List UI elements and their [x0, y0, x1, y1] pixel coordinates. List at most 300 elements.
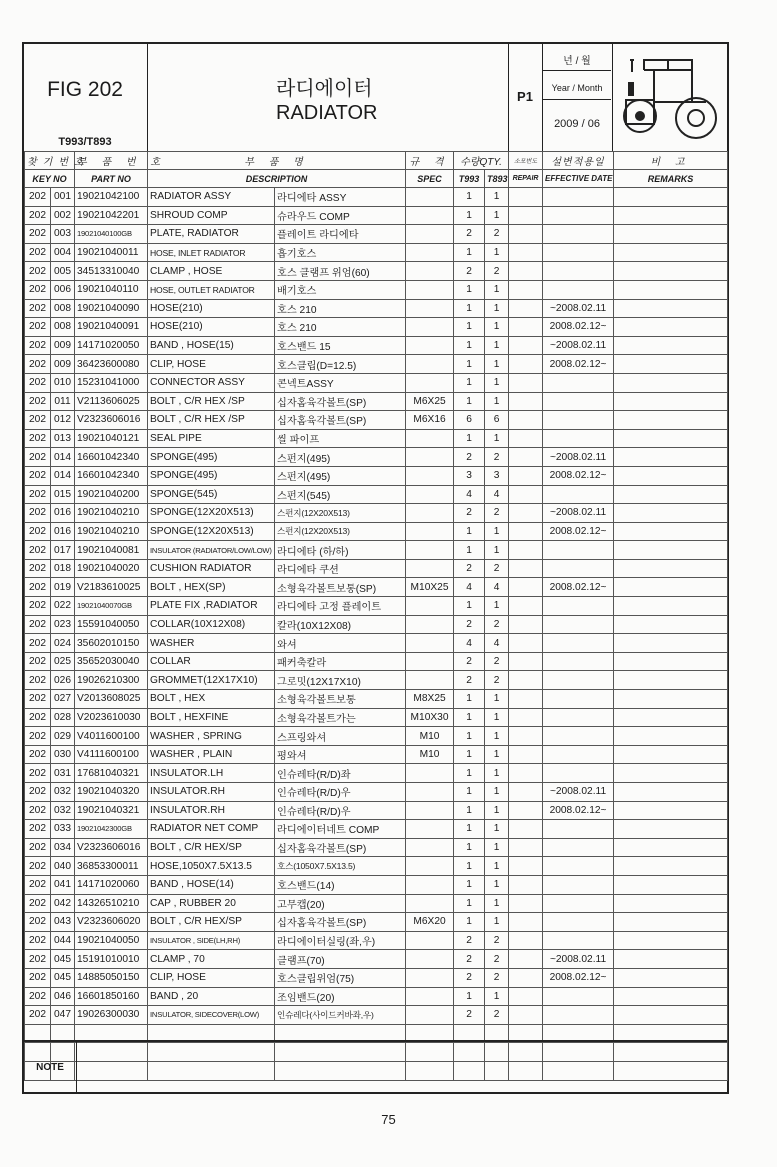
description-ko-cell: 와셔 [275, 634, 406, 653]
qty-t893-cell: 2 [485, 225, 509, 244]
effective-date-cell [543, 262, 614, 281]
key-no-cell: 045 [51, 968, 75, 987]
spec-cell [406, 206, 454, 225]
part-no-cell: 19021042201 [75, 206, 148, 225]
repair-cell [509, 801, 543, 820]
table-row [25, 838, 728, 857]
col-spec: SPEC [406, 170, 454, 188]
parts-table [24, 151, 728, 1081]
note-label: NOTE [24, 1042, 77, 1094]
repair-cell [509, 727, 543, 746]
table-row [25, 448, 728, 467]
effective-date-cell [543, 1006, 614, 1025]
qty-t993-cell: 1 [454, 299, 485, 318]
part-no-cell: 19021040210 [75, 504, 148, 523]
effective-date-cell: 2008.02.12~ [543, 968, 614, 987]
repair-cell [509, 355, 543, 374]
qty-t893-cell: 1 [485, 820, 509, 839]
key-no-cell: 032 [51, 783, 75, 802]
table-row [25, 411, 728, 430]
part-no-cell: 16601042340 [75, 448, 148, 467]
description-ko-cell: 호스 클램프 위엄(60) [275, 262, 406, 281]
part-no-cell: V2323606020 [75, 913, 148, 932]
remarks-cell [614, 243, 728, 262]
part-no-cell: V2183610025 [75, 578, 148, 597]
table-row [25, 690, 728, 709]
col-keyno-ko: 찾기번호 [25, 152, 75, 170]
qty-t893-cell: 2 [485, 950, 509, 969]
table-row [25, 894, 728, 913]
description-en-cell: SEAL PIPE [148, 429, 275, 448]
description-ko-cell: 라디에이터실링(좌,우) [275, 931, 406, 950]
table-row [25, 913, 728, 932]
key-no-cell: 034 [51, 838, 75, 857]
repair-cell [509, 987, 543, 1006]
remarks-cell [614, 987, 728, 1006]
qty-t993-cell: 1 [454, 801, 485, 820]
key-no-cell: 031 [51, 764, 75, 783]
qty-t993-cell: 2 [454, 559, 485, 578]
qty-t893-cell: 1 [485, 783, 509, 802]
description-en-cell: CAP , RUBBER 20 [148, 894, 275, 913]
fig-no-cell: 202 [25, 206, 51, 225]
qty-t993-cell: 1 [454, 745, 485, 764]
key-no-cell: 013 [51, 429, 75, 448]
page-code: P1 [517, 89, 533, 104]
repair-cell [509, 448, 543, 467]
part-no-cell: 19021040210 [75, 522, 148, 541]
effective-date-cell [543, 690, 614, 709]
table-row [25, 764, 728, 783]
qty-t993-cell: 1 [454, 783, 485, 802]
description-ko-cell: 고무캡(20) [275, 894, 406, 913]
fig-no-cell: 202 [25, 764, 51, 783]
part-no-cell: 35602010150 [75, 634, 148, 653]
repair-cell [509, 373, 543, 392]
part-no-cell: 14326510210 [75, 894, 148, 913]
repair-cell [509, 615, 543, 634]
part-no-cell: 19026210300 [75, 671, 148, 690]
part-no-cell: 36853300011 [75, 857, 148, 876]
description-ko-cell: 호스클립(D=12.5) [275, 355, 406, 374]
key-no-cell: 016 [51, 504, 75, 523]
header-row-korean [25, 152, 728, 170]
key-no-cell: 041 [51, 875, 75, 894]
effective-date-cell [543, 411, 614, 430]
repair-cell [509, 838, 543, 857]
description-ko-cell: 스펀지(495) [275, 466, 406, 485]
spec-cell: M6X20 [406, 913, 454, 932]
effective-date-cell [543, 727, 614, 746]
qty-t893-cell: 1 [485, 243, 509, 262]
fig-no-cell: 202 [25, 968, 51, 987]
part-no-cell: 19021040110 [75, 280, 148, 299]
part-no-cell: 19026300030 [75, 1006, 148, 1025]
qty-t993-cell: 1 [454, 373, 485, 392]
effective-date-cell: 2008.02.12~ [543, 801, 614, 820]
spec-cell [406, 243, 454, 262]
key-no-cell: 012 [51, 411, 75, 430]
table-row [25, 559, 728, 578]
part-no-cell: 19021040100GB [75, 225, 148, 244]
description-ko-cell: 인슈레다(사이드커바좌,우) [275, 1006, 406, 1025]
remarks-cell [614, 429, 728, 448]
table-row [25, 225, 728, 244]
table-row [25, 820, 728, 839]
repair-cell [509, 708, 543, 727]
description-ko-cell: 조임밴드(20) [275, 987, 406, 1006]
effective-date-cell [543, 243, 614, 262]
qty-t893-cell: 1 [485, 727, 509, 746]
key-no-cell: 047 [51, 1006, 75, 1025]
spec-cell [406, 373, 454, 392]
key-no-cell: 002 [51, 206, 75, 225]
sheet-header [24, 44, 727, 152]
fig-no-cell: 202 [25, 987, 51, 1006]
spec-cell [406, 188, 454, 207]
qty-t993-cell: 2 [454, 615, 485, 634]
description-en-cell: RADIATOR ASSY [148, 188, 275, 207]
spec-cell: M10 [406, 745, 454, 764]
remarks-cell [614, 820, 728, 839]
repair-cell [509, 634, 543, 653]
effective-date-cell [543, 188, 614, 207]
key-no-cell: 009 [51, 336, 75, 355]
repair-cell [509, 931, 543, 950]
spec-cell [406, 857, 454, 876]
qty-t993-cell: 1 [454, 336, 485, 355]
qty-t993-cell: 1 [454, 392, 485, 411]
description-en-cell: BOLT , C/R HEX/SP [148, 838, 275, 857]
table-row [25, 206, 728, 225]
qty-t993-cell: 1 [454, 894, 485, 913]
qty-t893-cell: 1 [485, 299, 509, 318]
qty-t893-cell: 1 [485, 373, 509, 392]
col-qty-ko: 수량QTY. [454, 152, 509, 170]
col-remarks: REMARKS [614, 170, 728, 188]
spec-cell [406, 299, 454, 318]
col-date-ko: 설변적용일 [543, 152, 614, 170]
col-repair-ko: 소모번도 [509, 152, 543, 170]
repair-cell [509, 968, 543, 987]
qty-t893-cell: 1 [485, 913, 509, 932]
description-en-cell: HOSE, INLET RADIATOR [148, 243, 275, 262]
table-row [25, 541, 728, 560]
qty-t993-cell: 1 [454, 318, 485, 337]
qty-t893-cell: 1 [485, 857, 509, 876]
description-ko-cell: 배기호스 [275, 280, 406, 299]
col-description: DESCRIPTION [148, 170, 406, 188]
part-no-cell: 15591040050 [75, 615, 148, 634]
repair-cell [509, 1006, 543, 1025]
repair-cell [509, 745, 543, 764]
spec-cell [406, 987, 454, 1006]
spec-cell: M10X30 [406, 708, 454, 727]
year-month-label-en: Year / Month [551, 83, 603, 93]
repair-cell [509, 318, 543, 337]
table-row [25, 504, 728, 523]
fig-no-cell: 202 [25, 392, 51, 411]
spec-cell: M6X16 [406, 411, 454, 430]
description-ko-cell: 호스밴드(14) [275, 875, 406, 894]
table-row [25, 671, 728, 690]
description-en-cell: WASHER [148, 634, 275, 653]
description-ko-cell: 라디에타 (하/하) [275, 541, 406, 560]
spec-cell [406, 615, 454, 634]
fig-no-cell: 202 [25, 522, 51, 541]
remarks-cell [614, 913, 728, 932]
description-ko-cell: 흡기호스 [275, 243, 406, 262]
spec-cell [406, 485, 454, 504]
remarks-cell [614, 801, 728, 820]
key-no-cell: 042 [51, 894, 75, 913]
qty-t893-cell: 1 [485, 690, 509, 709]
part-no-cell: V4111600100 [75, 745, 148, 764]
description-ko-cell: 십자홈육각볼트(SP) [275, 392, 406, 411]
repair-cell [509, 671, 543, 690]
fig-no-cell: 202 [25, 690, 51, 709]
model-number: T993/T893 [58, 136, 112, 148]
remarks-cell [614, 392, 728, 411]
figure-number: FIG 202 [47, 78, 123, 101]
effective-date-cell: 2008.02.12~ [543, 466, 614, 485]
key-no-cell: 009 [51, 355, 75, 374]
table-row [25, 485, 728, 504]
effective-date-cell [543, 206, 614, 225]
spec-cell [406, 875, 454, 894]
key-no-cell: 029 [51, 727, 75, 746]
table-row [25, 318, 728, 337]
qty-t893-cell: 2 [485, 448, 509, 467]
qty-t893-cell: 1 [485, 522, 509, 541]
part-no-cell: 19021040121 [75, 429, 148, 448]
qty-t893-cell: 1 [485, 801, 509, 820]
fig-no-cell: 202 [25, 504, 51, 523]
fig-no-cell: 202 [25, 708, 51, 727]
key-no-cell: 044 [51, 931, 75, 950]
repair-cell [509, 894, 543, 913]
part-no-cell: V2023610030 [75, 708, 148, 727]
fig-no-cell: 202 [25, 225, 51, 244]
qty-t893-cell: 1 [485, 875, 509, 894]
divider [147, 44, 148, 151]
description-en-cell: BOLT , HEX(SP) [148, 578, 275, 597]
key-no-cell: 043 [51, 913, 75, 932]
effective-date-cell [543, 820, 614, 839]
spec-cell [406, 318, 454, 337]
description-ko-cell: 스펀지(545) [275, 485, 406, 504]
year-month-value: 2009 / 06 [554, 118, 600, 130]
fig-no-cell: 202 [25, 485, 51, 504]
divider [543, 70, 611, 71]
spec-cell [406, 968, 454, 987]
col-effective-date: EFFECTIVE DATE [543, 170, 614, 188]
qty-t993-cell: 2 [454, 262, 485, 281]
remarks-cell [614, 411, 728, 430]
remarks-cell [614, 188, 728, 207]
qty-t993-cell: 6 [454, 411, 485, 430]
description-en-cell: SHROUD COMP [148, 206, 275, 225]
key-no-cell: 018 [51, 559, 75, 578]
repair-cell [509, 336, 543, 355]
effective-date-cell [543, 485, 614, 504]
spec-cell [406, 838, 454, 857]
fig-no-cell: 202 [25, 336, 51, 355]
part-no-cell: 19021040091 [75, 318, 148, 337]
qty-t893-cell: 2 [485, 931, 509, 950]
part-no-cell: V2323606016 [75, 838, 148, 857]
repair-cell [509, 280, 543, 299]
spec-cell [406, 559, 454, 578]
key-no-cell: 008 [51, 318, 75, 337]
qty-t893-cell: 2 [485, 504, 509, 523]
repair-cell [509, 243, 543, 262]
table-row [25, 243, 728, 262]
fig-no-cell: 202 [25, 262, 51, 281]
key-no-cell: 001 [51, 188, 75, 207]
qty-t993-cell: 3 [454, 466, 485, 485]
divider [543, 99, 611, 100]
effective-date-cell [543, 894, 614, 913]
spec-cell [406, 448, 454, 467]
qty-t893-cell: 1 [485, 280, 509, 299]
qty-t893-cell: 4 [485, 485, 509, 504]
table-row [25, 578, 728, 597]
table-row [25, 968, 728, 987]
fig-no-cell: 202 [25, 299, 51, 318]
remarks-cell [614, 541, 728, 560]
table-row [25, 262, 728, 281]
effective-date-cell [543, 541, 614, 560]
effective-date-cell: 2008.02.12~ [543, 318, 614, 337]
title-korean: 라디에이터 [276, 78, 373, 100]
description-en-cell: INSULATOR.RH [148, 783, 275, 802]
key-no-cell: 022 [51, 597, 75, 616]
description-en-cell: BOLT , HEXFINE [148, 708, 275, 727]
remarks-cell [614, 727, 728, 746]
table-row [25, 522, 728, 541]
remarks-cell [614, 318, 728, 337]
fig-no-cell: 202 [25, 652, 51, 671]
col-spec-ko: 규 격 [406, 152, 454, 170]
qty-t893-cell: 1 [485, 188, 509, 207]
description-en-cell: GROMMET(12X17X10) [148, 671, 275, 690]
qty-t993-cell: 2 [454, 1006, 485, 1025]
repair-cell [509, 597, 543, 616]
description-en-cell: BAND , HOSE(14) [148, 875, 275, 894]
qty-t893-cell: 1 [485, 318, 509, 337]
col-keyno: KEY NO [25, 170, 75, 188]
description-ko-cell: 칼라(10X12X08) [275, 615, 406, 634]
key-no-cell: 005 [51, 262, 75, 281]
description-en-cell: BOLT , HEX [148, 690, 275, 709]
part-no-cell: V2013608025 [75, 690, 148, 709]
remarks-cell [614, 690, 728, 709]
description-en-cell: INSULATOR, SIDECOVER(LOW) [148, 1006, 275, 1025]
col-desc-ko: 부 품 명 [148, 152, 406, 170]
qty-t893-cell: 2 [485, 1006, 509, 1025]
description-ko-cell: 소형육각볼트가는 [275, 708, 406, 727]
repair-cell [509, 690, 543, 709]
spec-cell [406, 931, 454, 950]
spec-cell [406, 280, 454, 299]
fig-no-cell: 202 [25, 931, 51, 950]
description-en-cell: INSULATOR.LH [148, 764, 275, 783]
description-ko-cell: 씰 파이프 [275, 429, 406, 448]
repair-cell [509, 392, 543, 411]
spec-cell [406, 783, 454, 802]
repair-cell [509, 466, 543, 485]
repair-cell [509, 652, 543, 671]
page-number: 75 [381, 1112, 396, 1127]
repair-cell [509, 188, 543, 207]
description-en-cell: SPONGE(495) [148, 448, 275, 467]
qty-t993-cell: 1 [454, 206, 485, 225]
spec-cell [406, 336, 454, 355]
fig-no-cell: 202 [25, 801, 51, 820]
description-ko-cell: 플레이트 라디에타 [275, 225, 406, 244]
qty-t893-cell: 1 [485, 541, 509, 560]
remarks-cell [614, 373, 728, 392]
qty-t993-cell: 1 [454, 355, 485, 374]
table-row [25, 336, 728, 355]
description-en-cell: CLIP, HOSE [148, 355, 275, 374]
part-no-cell: 19021042300GB [75, 820, 148, 839]
effective-date-cell [543, 913, 614, 932]
description-en-cell: CONNECTOR ASSY [148, 373, 275, 392]
remarks-cell [614, 1006, 728, 1025]
part-no-cell: 19021040070GB [75, 597, 148, 616]
description-en-cell: SPONGE(12X20X513) [148, 504, 275, 523]
parts-sheet [22, 42, 729, 1094]
description-en-cell: PLATE, RADIATOR [148, 225, 275, 244]
qty-t893-cell: 1 [485, 206, 509, 225]
qty-t993-cell: 4 [454, 485, 485, 504]
fig-no-cell: 202 [25, 634, 51, 653]
effective-date-cell [543, 671, 614, 690]
part-no-cell: 36423600080 [75, 355, 148, 374]
qty-t993-cell: 2 [454, 950, 485, 969]
qty-t893-cell: 2 [485, 968, 509, 987]
description-en-cell: WASHER , PLAIN [148, 745, 275, 764]
remarks-cell [614, 671, 728, 690]
fig-no-cell: 202 [25, 950, 51, 969]
remarks-cell [614, 783, 728, 802]
effective-date-cell [543, 559, 614, 578]
effective-date-cell [543, 987, 614, 1006]
fig-no-cell: 202 [25, 411, 51, 430]
key-no-cell: 045 [51, 950, 75, 969]
qty-t893-cell: 1 [485, 336, 509, 355]
part-no-cell: 15231041000 [75, 373, 148, 392]
spec-cell [406, 950, 454, 969]
qty-t993-cell: 1 [454, 857, 485, 876]
repair-cell [509, 206, 543, 225]
part-no-cell: 14885050150 [75, 968, 148, 987]
repair-cell [509, 875, 543, 894]
description-en-cell: COLLAR [148, 652, 275, 671]
part-no-cell: 19021042100 [75, 188, 148, 207]
qty-t993-cell: 1 [454, 597, 485, 616]
description-ko-cell: 십자홈육각볼트(SP) [275, 411, 406, 430]
qty-t993-cell: 2 [454, 448, 485, 467]
description-ko-cell: 인슈레타(R/D)좌 [275, 764, 406, 783]
spec-cell [406, 522, 454, 541]
table-row [25, 857, 728, 876]
key-no-cell: 014 [51, 466, 75, 485]
effective-date-cell: ~2008.02.11 [543, 299, 614, 318]
spec-cell [406, 820, 454, 839]
